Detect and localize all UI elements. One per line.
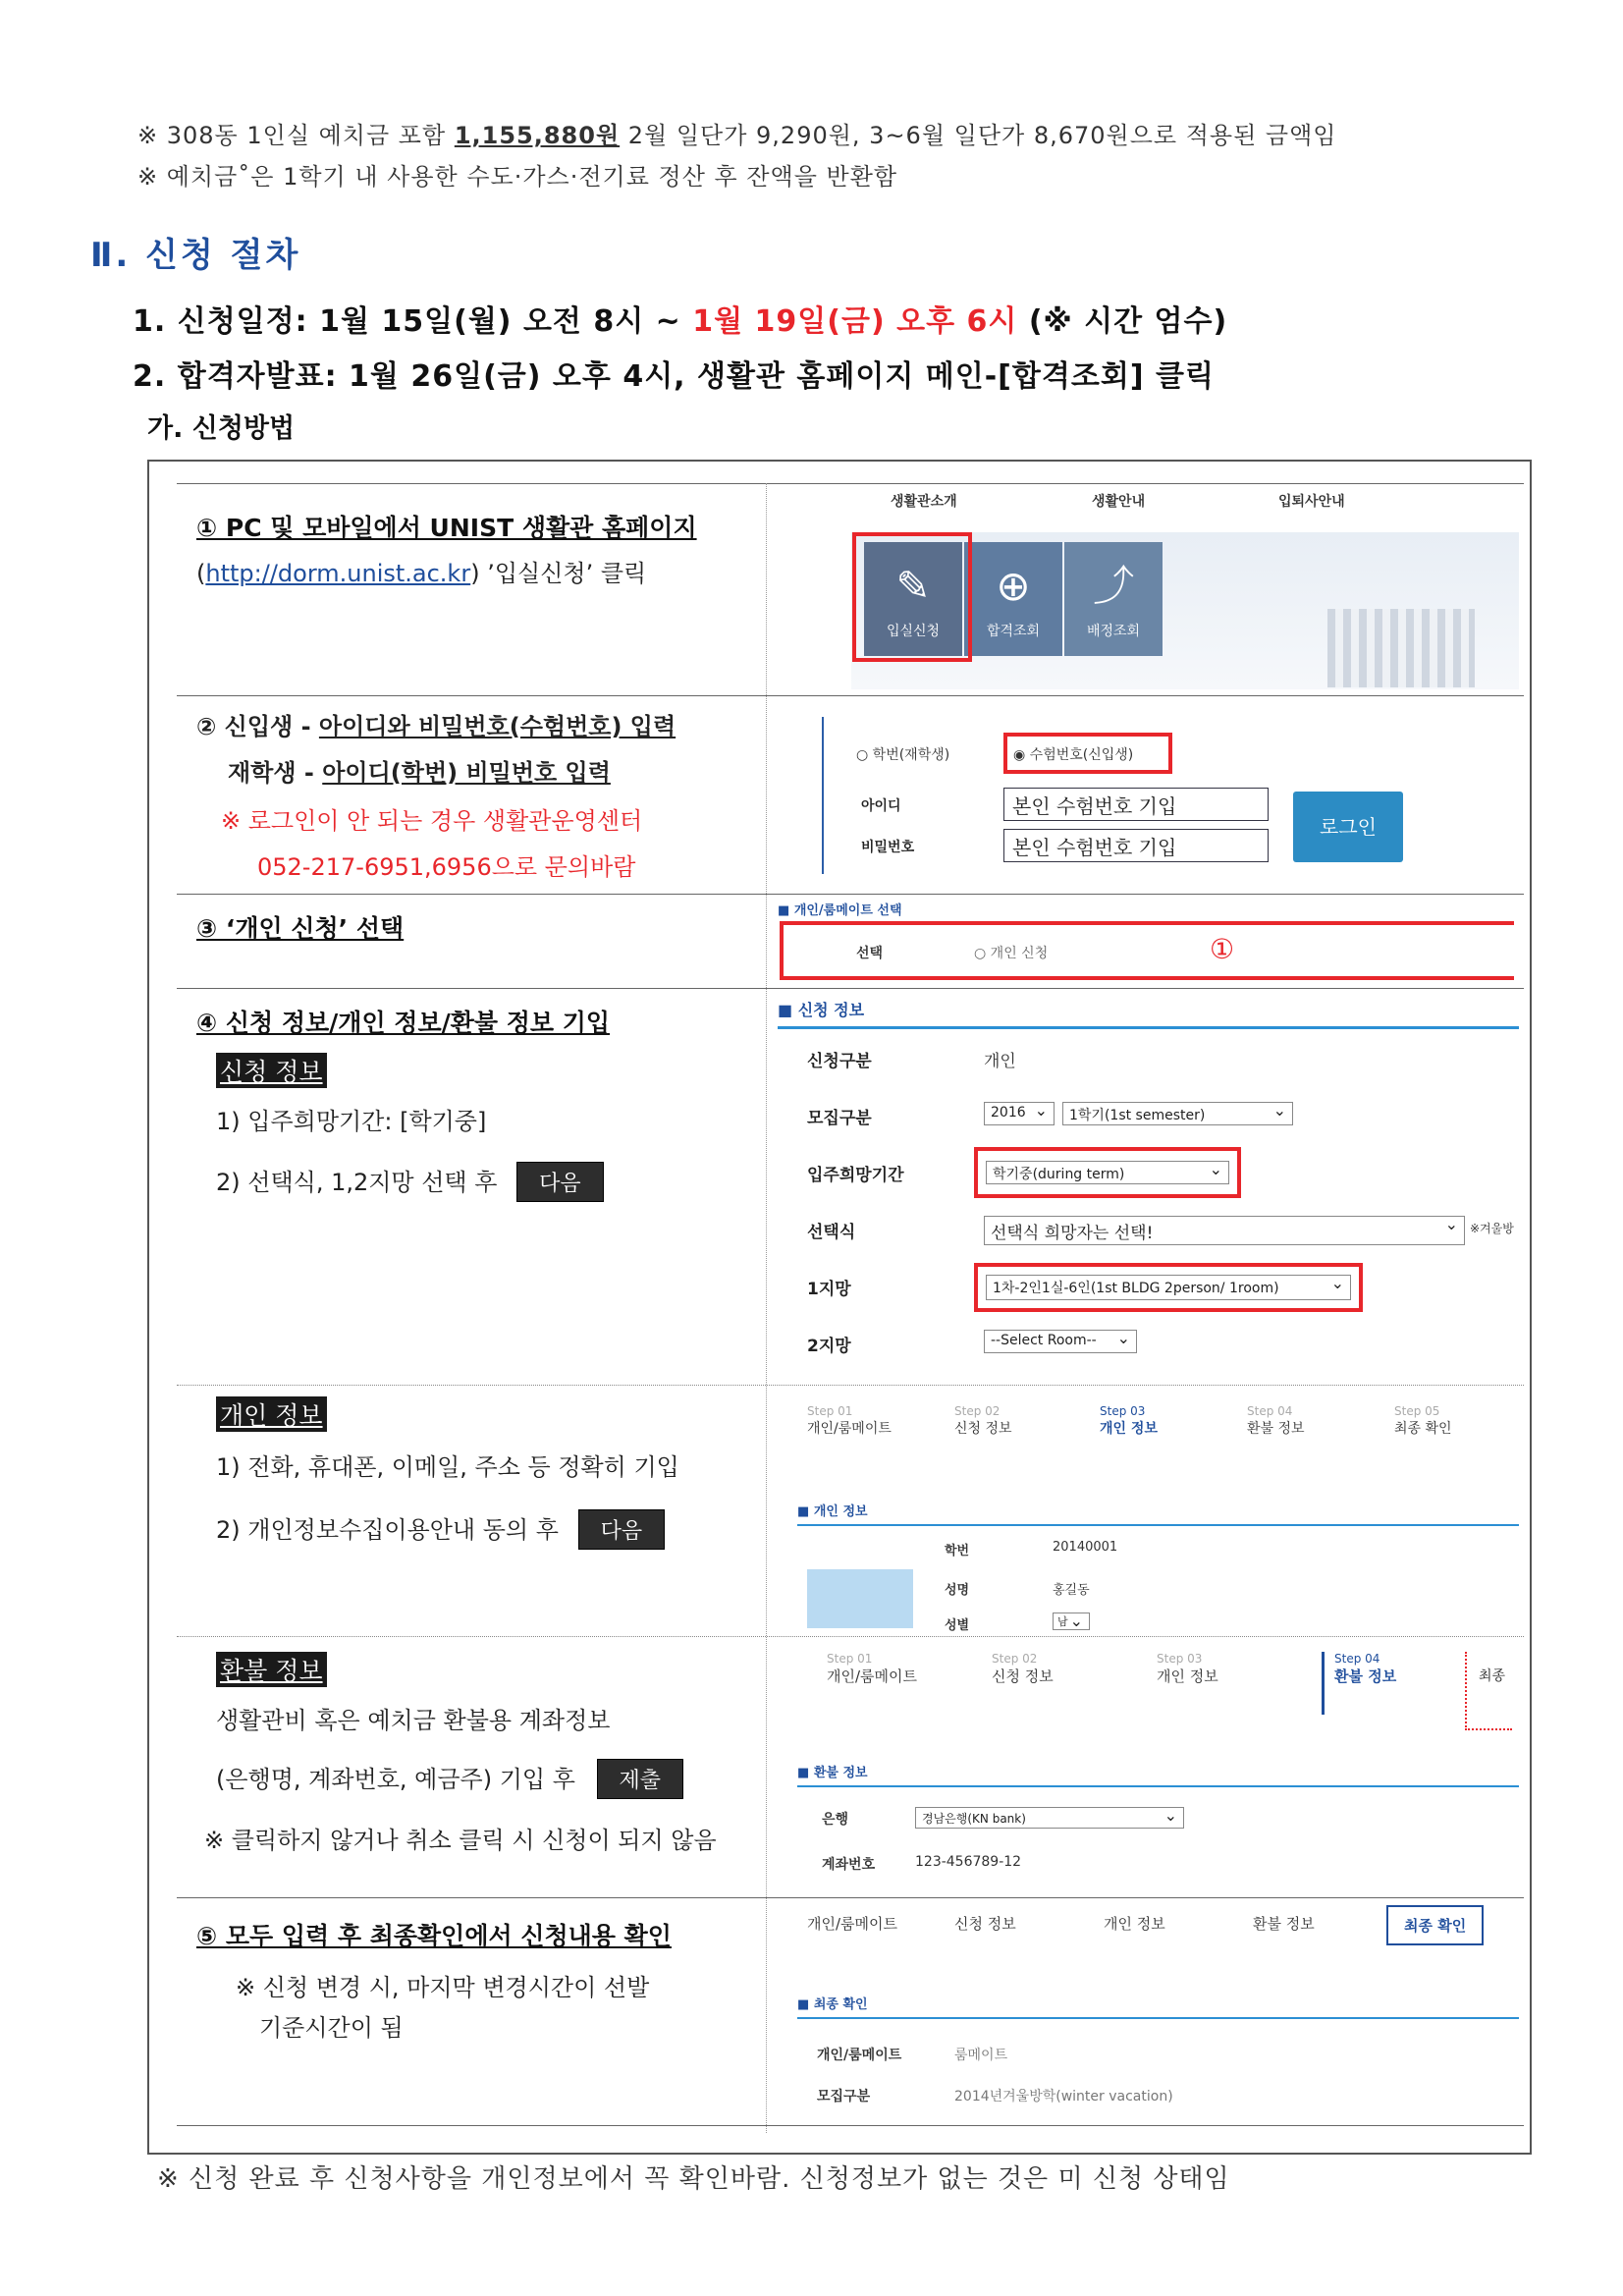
footer-note: ※ 신청 완료 후 신청사항을 개인정보에서 꼭 확인바람. 신청정보가 없는 것은 미 신청 상태임 (157, 2164, 1230, 2194)
next-button: 다음 (516, 1162, 604, 1202)
stepper-item: Step 04 환불 정보 (1247, 1404, 1305, 1437)
stepper-item: Step 02 신청 정보 (954, 1404, 1012, 1437)
nav-item[interactable]: 생활안내 (1092, 494, 1146, 510)
first-choice-select[interactable]: 1차-2인1실-6인(1st BLDG 2person/ 1room) ⌄ (986, 1275, 1351, 1300)
step3-text: ③ ‘개인 신청’ 선택 (196, 914, 405, 943)
step1-screenshot (778, 491, 1519, 692)
final-check-screenshot (778, 1905, 1524, 2121)
row-label: 선택식 (807, 1223, 856, 1242)
highlight-box (852, 532, 972, 662)
row-label: 신청구분 (807, 1052, 872, 1071)
semester-select[interactable]: 1학기(1st semester) ⌄ (1062, 1102, 1293, 1125)
note-refund: ※ 예치금˚은 1학기 내 사용한 수도·가스·전기료 정산 후 잔액을 반환함 (137, 163, 898, 191)
select-header: ■ 개인/룸메이트 선택 (778, 903, 902, 918)
stepper-item: Step 01 개인/룸메이트 (827, 1652, 917, 1685)
step2-text: ② 신입생 - 아이디와 비밀번호(수험번호) 입력 재학생 - 아이디(학번) 비밀번호 입력 ※ 로그인이 안 되는 경우 생활관운영센터 052-217-6951,6956으로 문의바람 (196, 713, 676, 881)
stepper-item-active: Step 04 환불 정보 (1322, 1652, 1396, 1715)
nav-item[interactable]: 입퇴사안내 (1278, 494, 1345, 510)
password-input[interactable]: 본인 수험번호 기입 (1003, 829, 1269, 862)
final-tab: 개인 정보 (1104, 1915, 1165, 1933)
individual-radio[interactable]: ○ 개인 신청 (974, 946, 1049, 961)
deposit-amount: 1,155,880원 (454, 122, 621, 149)
refund-info-header: ■ 환불 정보 (797, 1766, 868, 1780)
option-select[interactable]: 선택식 희망자는 선택! ⌄ (984, 1216, 1465, 1245)
row-label: 학번 (945, 1544, 970, 1558)
row-label: 성명 (945, 1583, 970, 1598)
row-label: 입주희망기간 (807, 1166, 904, 1185)
step5-text: ⑤ 모두 입력 후 최종확인에서 신청내용 확인 ※ 신청 변경 시, 마지막 변경시간이 선발 기준시간이 됨 (196, 1922, 672, 2042)
step4-text: ④ 신청 정보/개인 정보/환불 정보 기입 신청 정보 1) 입주희망기간: [학기중] 2) 선택식, 1,2지망 선택 후 다음 (177, 1004, 766, 1202)
stepper-item: Step 02 신청 정보 (992, 1652, 1054, 1685)
refund-form-screenshot (778, 1644, 1524, 1895)
row-value: 개인 (984, 1052, 1016, 1071)
pen-icon: ✎ (895, 562, 931, 610)
application-info-header: ■ 신청 정보 (778, 1001, 865, 1019)
radio-student[interactable]: ○ 학번(재학생) (856, 747, 950, 763)
account-label: 계좌번호 (822, 1857, 876, 1873)
personal-info-text: 개인 정보 1) 전화, 휴대폰, 이메일, 주소 등 정확히 기입 2) 개인정보수집이용안내 동의 후 다음 (177, 1396, 766, 1550)
id-label: 아이디 (861, 798, 901, 814)
next-button-2: 다음 (578, 1509, 666, 1550)
tag-application-info: 신청 정보 (216, 1053, 327, 1088)
select-screenshot (778, 900, 1524, 986)
second-choice-select[interactable]: --Select Room-- ⌄ (984, 1330, 1137, 1353)
row-label: 모집구분 (807, 1109, 872, 1128)
final-tab-active: 최종 확인 (1386, 1905, 1484, 1945)
row-label: 성별 (945, 1618, 970, 1633)
pw-label: 비밀번호 (861, 840, 915, 855)
radio-applicant[interactable]: ◉ 수험번호(신입생) (1013, 747, 1134, 763)
personal-info-header: ■ 개인 정보 (797, 1504, 868, 1519)
submit-button: 제출 (597, 1759, 684, 1799)
name-value[interactable]: 홍길동 (1053, 1583, 1090, 1598)
nav-item[interactable]: 생활관소개 (891, 494, 957, 510)
section-title: Ⅱ. 신청 절차 (90, 236, 301, 275)
method-subtitle: 가. 신청방법 (147, 413, 296, 444)
fork-arrow-icon: ⤴ (1092, 562, 1134, 610)
gender-select[interactable]: 남 ⌄ (1053, 1613, 1090, 1630)
year-select[interactable]: 2016 ⌄ (984, 1102, 1055, 1125)
highlight-box (974, 1147, 1241, 1198)
personal-form-screenshot (778, 1393, 1524, 1633)
login-screenshot (778, 717, 1485, 884)
highlight-box (1003, 733, 1172, 774)
stepper-item-active: Step 03 개인 정보 (1100, 1404, 1158, 1437)
schedule-line: 1. 신청일정: 1월 15일(월) 오전 8시 ~ 1월 19일(금) 오후 6시 (※ 시간 엄수) (133, 304, 1228, 339)
step1-text: ① PC 및 모바일에서 UNIST 생활관 홈페이지 (http://dorm.unist.ac.kr) ’입실신청’ 클릭 (196, 514, 697, 587)
stepper-item: Step 03 개인 정보 (1157, 1652, 1218, 1685)
tag-refund-info: 환불 정보 (216, 1652, 327, 1687)
row-label: 2지망 (807, 1337, 851, 1356)
select-label: 선택 (856, 946, 884, 961)
row-value: 2014년겨울방학(winter vacation) (954, 2089, 1173, 2105)
row-label: 1지망 (807, 1280, 851, 1299)
final-tab: 신청 정보 (954, 1915, 1016, 1933)
procedure-table (147, 460, 1532, 2155)
announcement-line: 2. 합격자발표: 1월 26일(금) 오후 4시, 생활관 홈페이지 메인-[합격조회] 클릭 (133, 359, 1215, 394)
account-value[interactable]: 123-456789-12 (915, 1854, 1022, 1870)
tag-personal-info: 개인 정보 (216, 1396, 327, 1432)
final-tab: 개인/룸메이트 (807, 1915, 897, 1933)
bank-select[interactable]: 경남은행(KN bank) ⌄ (915, 1807, 1184, 1829)
note-deposit: ※ 308동 1인실 예치금 포함 1,155,880원 2월 일단가 9,290원, 3~6월 일단가 8,670원으로 적용된 금액임 (137, 122, 1337, 149)
side-note: ※겨울방 (1470, 1222, 1514, 1235)
building-image (1327, 609, 1475, 687)
period-select[interactable]: 학기중(during term) ⌄ (986, 1161, 1229, 1184)
login-button[interactable]: 로그인 (1293, 792, 1403, 862)
final-check-header: ■ 최종 확인 (797, 1997, 868, 2012)
bank-label: 은행 (822, 1812, 849, 1828)
apply-tile[interactable]: ✎ 입실신청 (864, 542, 962, 656)
dorm-url-link[interactable]: http://dorm.unist.ac.kr (205, 560, 471, 587)
row-label: 개인/룸메이트 (817, 2048, 902, 2063)
id-input[interactable]: 본인 수험번호 기입 (1003, 788, 1269, 821)
refund-info-text: 환불 정보 생활관비 혹은 예치금 환불용 계좌정보 (은행명, 계좌번호, 예금주) 기입 후 제출 ※ 클릭하지 않거나 취소 클릭 시 신청이 되지 않음 (177, 1652, 766, 1855)
row-label: 모집구분 (817, 2089, 871, 2105)
result-tile[interactable]: ⊕ 합격조회 (964, 542, 1062, 656)
student-id-value[interactable]: 20140001 (1053, 1540, 1118, 1555)
highlight-box (780, 921, 1514, 980)
circle-marker: ① (1210, 933, 1235, 965)
assign-tile[interactable]: ⤴ 배정조회 (1064, 542, 1163, 656)
stepper-item: Step 05 최종 확인 (1394, 1404, 1452, 1437)
stepper-item: Step 01 개인/룸메이트 (807, 1404, 892, 1437)
final-step-cut: 최종 (1465, 1652, 1512, 1730)
avatar (807, 1569, 913, 1628)
highlight-box (974, 1263, 1363, 1312)
final-tab: 환불 정보 (1253, 1915, 1315, 1933)
row-value: 룸메이트 (954, 2048, 1008, 2063)
search-icon: ⊕ (996, 562, 1031, 610)
application-form-screenshot (778, 998, 1524, 1381)
